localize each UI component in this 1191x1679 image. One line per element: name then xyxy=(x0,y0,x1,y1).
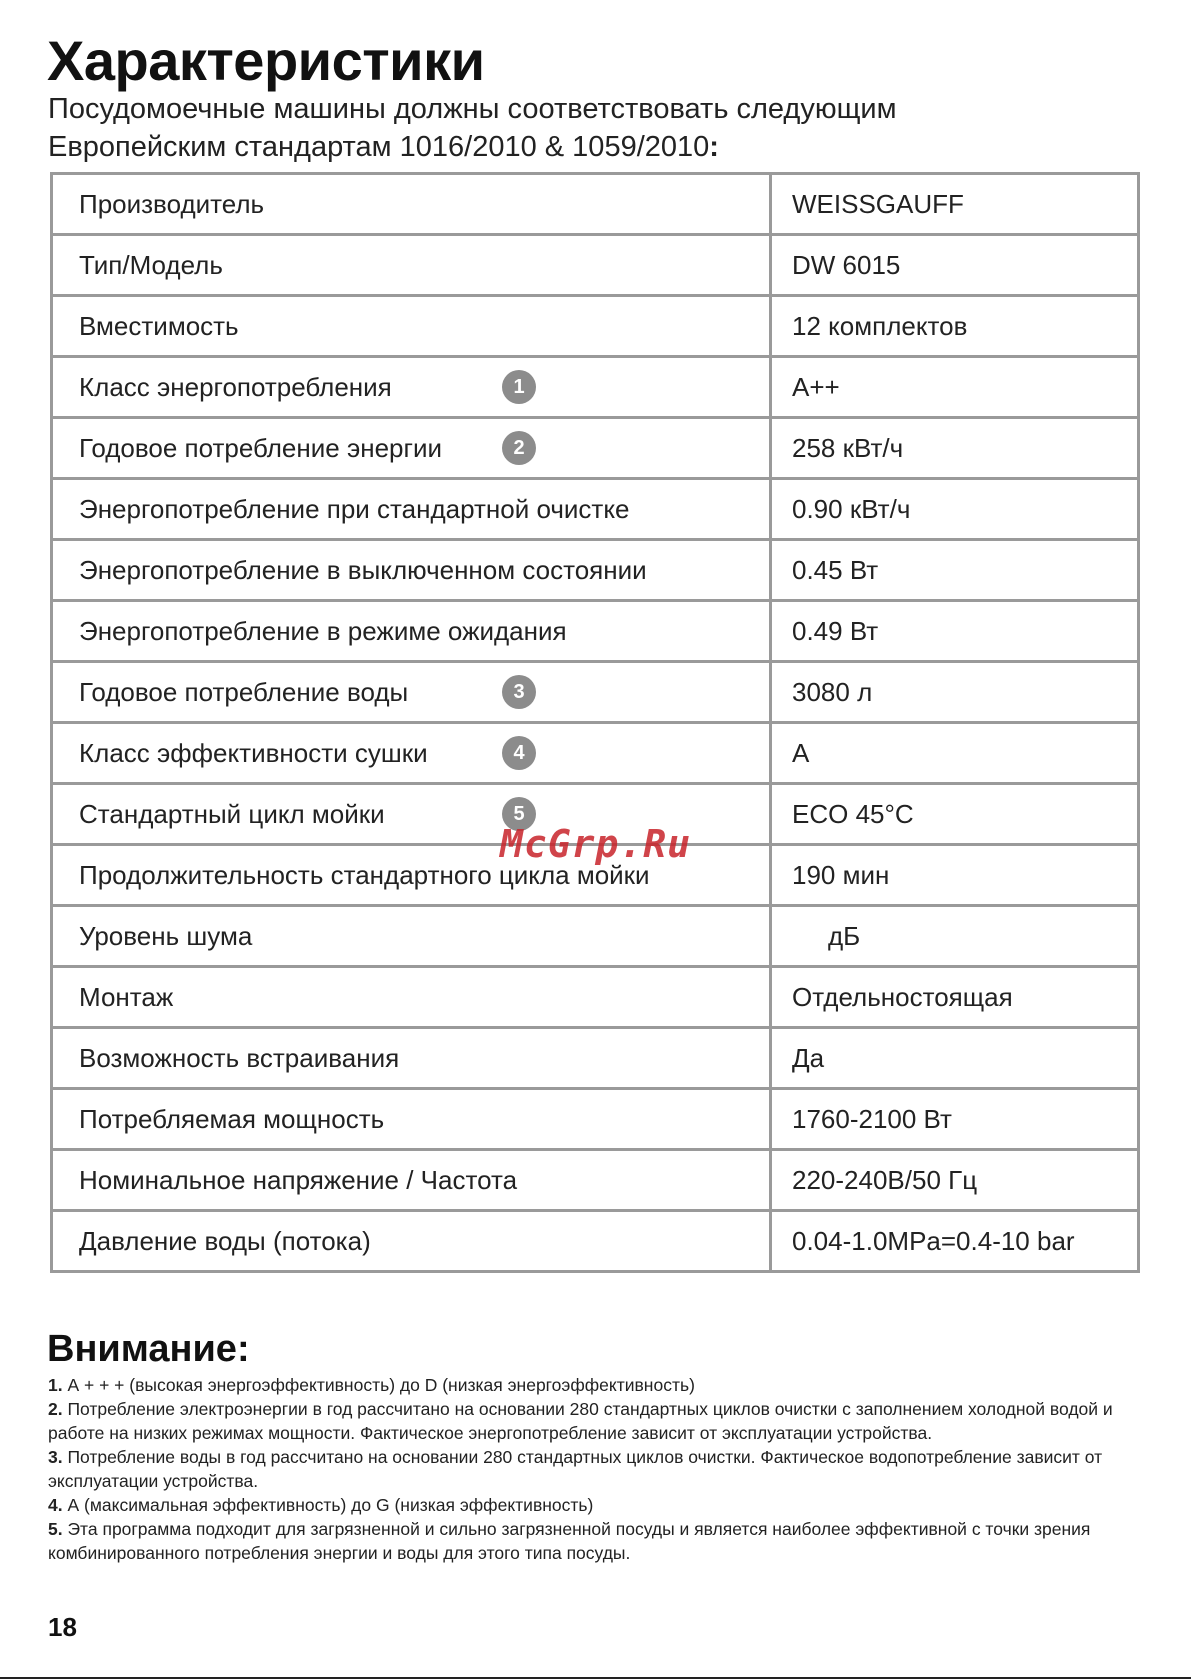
page-subtitle xyxy=(48,90,897,166)
footnote-item xyxy=(48,1373,1143,1397)
spec-name: Продолжительность стандартного цикла мойки xyxy=(79,859,650,890)
spec-value: 190 мин xyxy=(771,845,1139,906)
spec-value: WEISSGAUFF xyxy=(771,174,1139,235)
footnote-item xyxy=(48,1493,1143,1517)
spec-name: Производитель xyxy=(79,188,265,219)
footnote-text: Потребление воды в год рассчитано на основании 280 стандартных циклов очистки. Фактическое водопотребление зависит от эксплуатации устройства. xyxy=(48,1447,1103,1491)
spec-name-cell xyxy=(52,479,771,540)
spec-name: Энергопотребление в выключенном состоянии xyxy=(79,554,647,585)
spec-value: дБ xyxy=(771,906,1139,967)
footnote-number: 1. xyxy=(48,1375,63,1395)
spec-row xyxy=(52,723,1139,784)
footnote-text: Потребление электроэнергии в год рассчитано на основании 280 стандартных циклов очистки с заполнением холодной водой и работе на низких режимах мощности. Фактическое энергопотребление зависит от эксплуатации устройства. xyxy=(48,1399,1113,1443)
spec-name: Тип/Модель xyxy=(79,249,223,280)
spec-name: Энергопотребление при стандартной очистке xyxy=(79,493,630,524)
spec-value: 0.04-1.0MPa=0.4-10 bar xyxy=(771,1211,1139,1272)
spec-name-cell xyxy=(52,723,771,784)
spec-name-cell xyxy=(52,1150,771,1211)
spec-value: 220-240В/50 Гц xyxy=(771,1150,1139,1211)
footnote-item xyxy=(48,1397,1143,1445)
footnote-marker-badge: 5 xyxy=(502,797,536,831)
spec-name: Годовое потребление энергии xyxy=(79,432,443,463)
subtitle-line-1: Посудомоечные машины должны соответствовать следующим xyxy=(48,93,897,125)
spec-name: Стандартный цикл мойки xyxy=(79,798,385,829)
spec-value: A xyxy=(771,723,1139,784)
spec-row xyxy=(52,418,1139,479)
spec-row xyxy=(52,235,1139,296)
spec-name: Уровень шума xyxy=(79,920,253,951)
spec-row xyxy=(52,1089,1139,1150)
spec-name-cell xyxy=(52,1028,771,1089)
spec-row xyxy=(52,296,1139,357)
footnote-item xyxy=(48,1517,1143,1565)
spec-value: ECO 45°C xyxy=(771,784,1139,845)
watermark: McGrp.Ru xyxy=(500,822,692,866)
spec-name: Давление воды (потока) xyxy=(79,1225,371,1256)
spec-row xyxy=(52,174,1139,235)
spec-name: Годовое потребление воды xyxy=(79,676,409,707)
spec-value: 1760-2100 Вт xyxy=(771,1089,1139,1150)
spec-value: 0.49 Вт xyxy=(771,601,1139,662)
spec-name: Вместимость xyxy=(79,310,239,341)
spec-row xyxy=(52,601,1139,662)
page-title: Характеристики xyxy=(47,29,485,92)
spec-name-cell xyxy=(52,1089,771,1150)
footnote-item xyxy=(48,1445,1143,1493)
spec-name-cell xyxy=(52,418,771,479)
spec-name-cell xyxy=(52,296,771,357)
footnote-text: А (максимальная эффективность) до G (низкая эффективность) xyxy=(62,1495,594,1515)
spec-name-cell xyxy=(52,601,771,662)
spec-value: A++ xyxy=(771,357,1139,418)
specifications-table xyxy=(50,172,1140,1273)
spec-row xyxy=(52,1211,1139,1272)
spec-row xyxy=(52,1028,1139,1089)
footnote-text: А + + + (высокая энергоэффективность) до D (низкая энергоэффективность) xyxy=(62,1375,695,1395)
spec-name-cell xyxy=(52,357,771,418)
spec-value: 258 кВт/ч xyxy=(771,418,1139,479)
spec-name: Класс эффективности сушки xyxy=(79,737,428,768)
spec-value: 12 комплектов xyxy=(771,296,1139,357)
spec-name-cell xyxy=(52,662,771,723)
spec-name: Номинальное напряжение / Частота xyxy=(79,1164,518,1195)
spec-name: Класс энергопотребления xyxy=(79,371,392,402)
page-number: 18 xyxy=(48,1612,77,1642)
spec-name: Потребляемая мощность xyxy=(79,1103,385,1134)
spec-name-cell xyxy=(52,1211,771,1272)
spec-name: Возможность встраивания xyxy=(79,1042,400,1073)
footnote-marker-badge: 4 xyxy=(502,736,536,770)
footnote-number: 2. xyxy=(48,1399,63,1419)
subtitle-line-2: Европейским стандартам 1016/2010 & 1059/2010 xyxy=(48,131,710,163)
specifications-table-body xyxy=(52,174,1139,1272)
spec-row xyxy=(52,967,1139,1028)
spec-name: Энергопотребление в режиме ожидания xyxy=(79,615,567,646)
spec-row xyxy=(52,540,1139,601)
footnote-marker-badge: 2 xyxy=(502,431,536,465)
spec-value: Отдельностоящая xyxy=(771,967,1139,1028)
spec-row xyxy=(52,662,1139,723)
spec-name-cell xyxy=(52,540,771,601)
spec-row xyxy=(52,479,1139,540)
spec-row xyxy=(52,1150,1139,1211)
footnotes xyxy=(48,1373,1143,1565)
spec-value: 0.45 Вт xyxy=(771,540,1139,601)
footnote-number: 4. xyxy=(48,1495,63,1515)
attention-heading: Внимание: xyxy=(47,1328,250,1370)
spec-name: Монтаж xyxy=(79,981,174,1012)
spec-name-cell xyxy=(52,906,771,967)
footnote-number: 3. xyxy=(48,1447,63,1467)
spec-name-cell xyxy=(52,235,771,296)
spec-row xyxy=(52,357,1139,418)
footnote-marker-badge: 1 xyxy=(502,370,536,404)
spec-name-cell xyxy=(52,174,771,235)
footnote-text: Эта программа подходит для загрязненной и сильно загрязненной посуды и является наиболее эффективной с точки зрения комбинированного потребления энергии и воды для этого типа посуды. xyxy=(48,1519,1091,1563)
spec-name-cell xyxy=(52,967,771,1028)
spec-value: 0.90 кВт/ч xyxy=(771,479,1139,540)
footnote-number: 5. xyxy=(48,1519,63,1539)
spec-row xyxy=(52,906,1139,967)
spec-value: DW 6015 xyxy=(771,235,1139,296)
footnote-marker-badge: 3 xyxy=(502,675,536,709)
spec-value: Да xyxy=(771,1028,1139,1089)
spec-value: 3080 л xyxy=(771,662,1139,723)
subtitle-colon: : xyxy=(709,131,719,163)
